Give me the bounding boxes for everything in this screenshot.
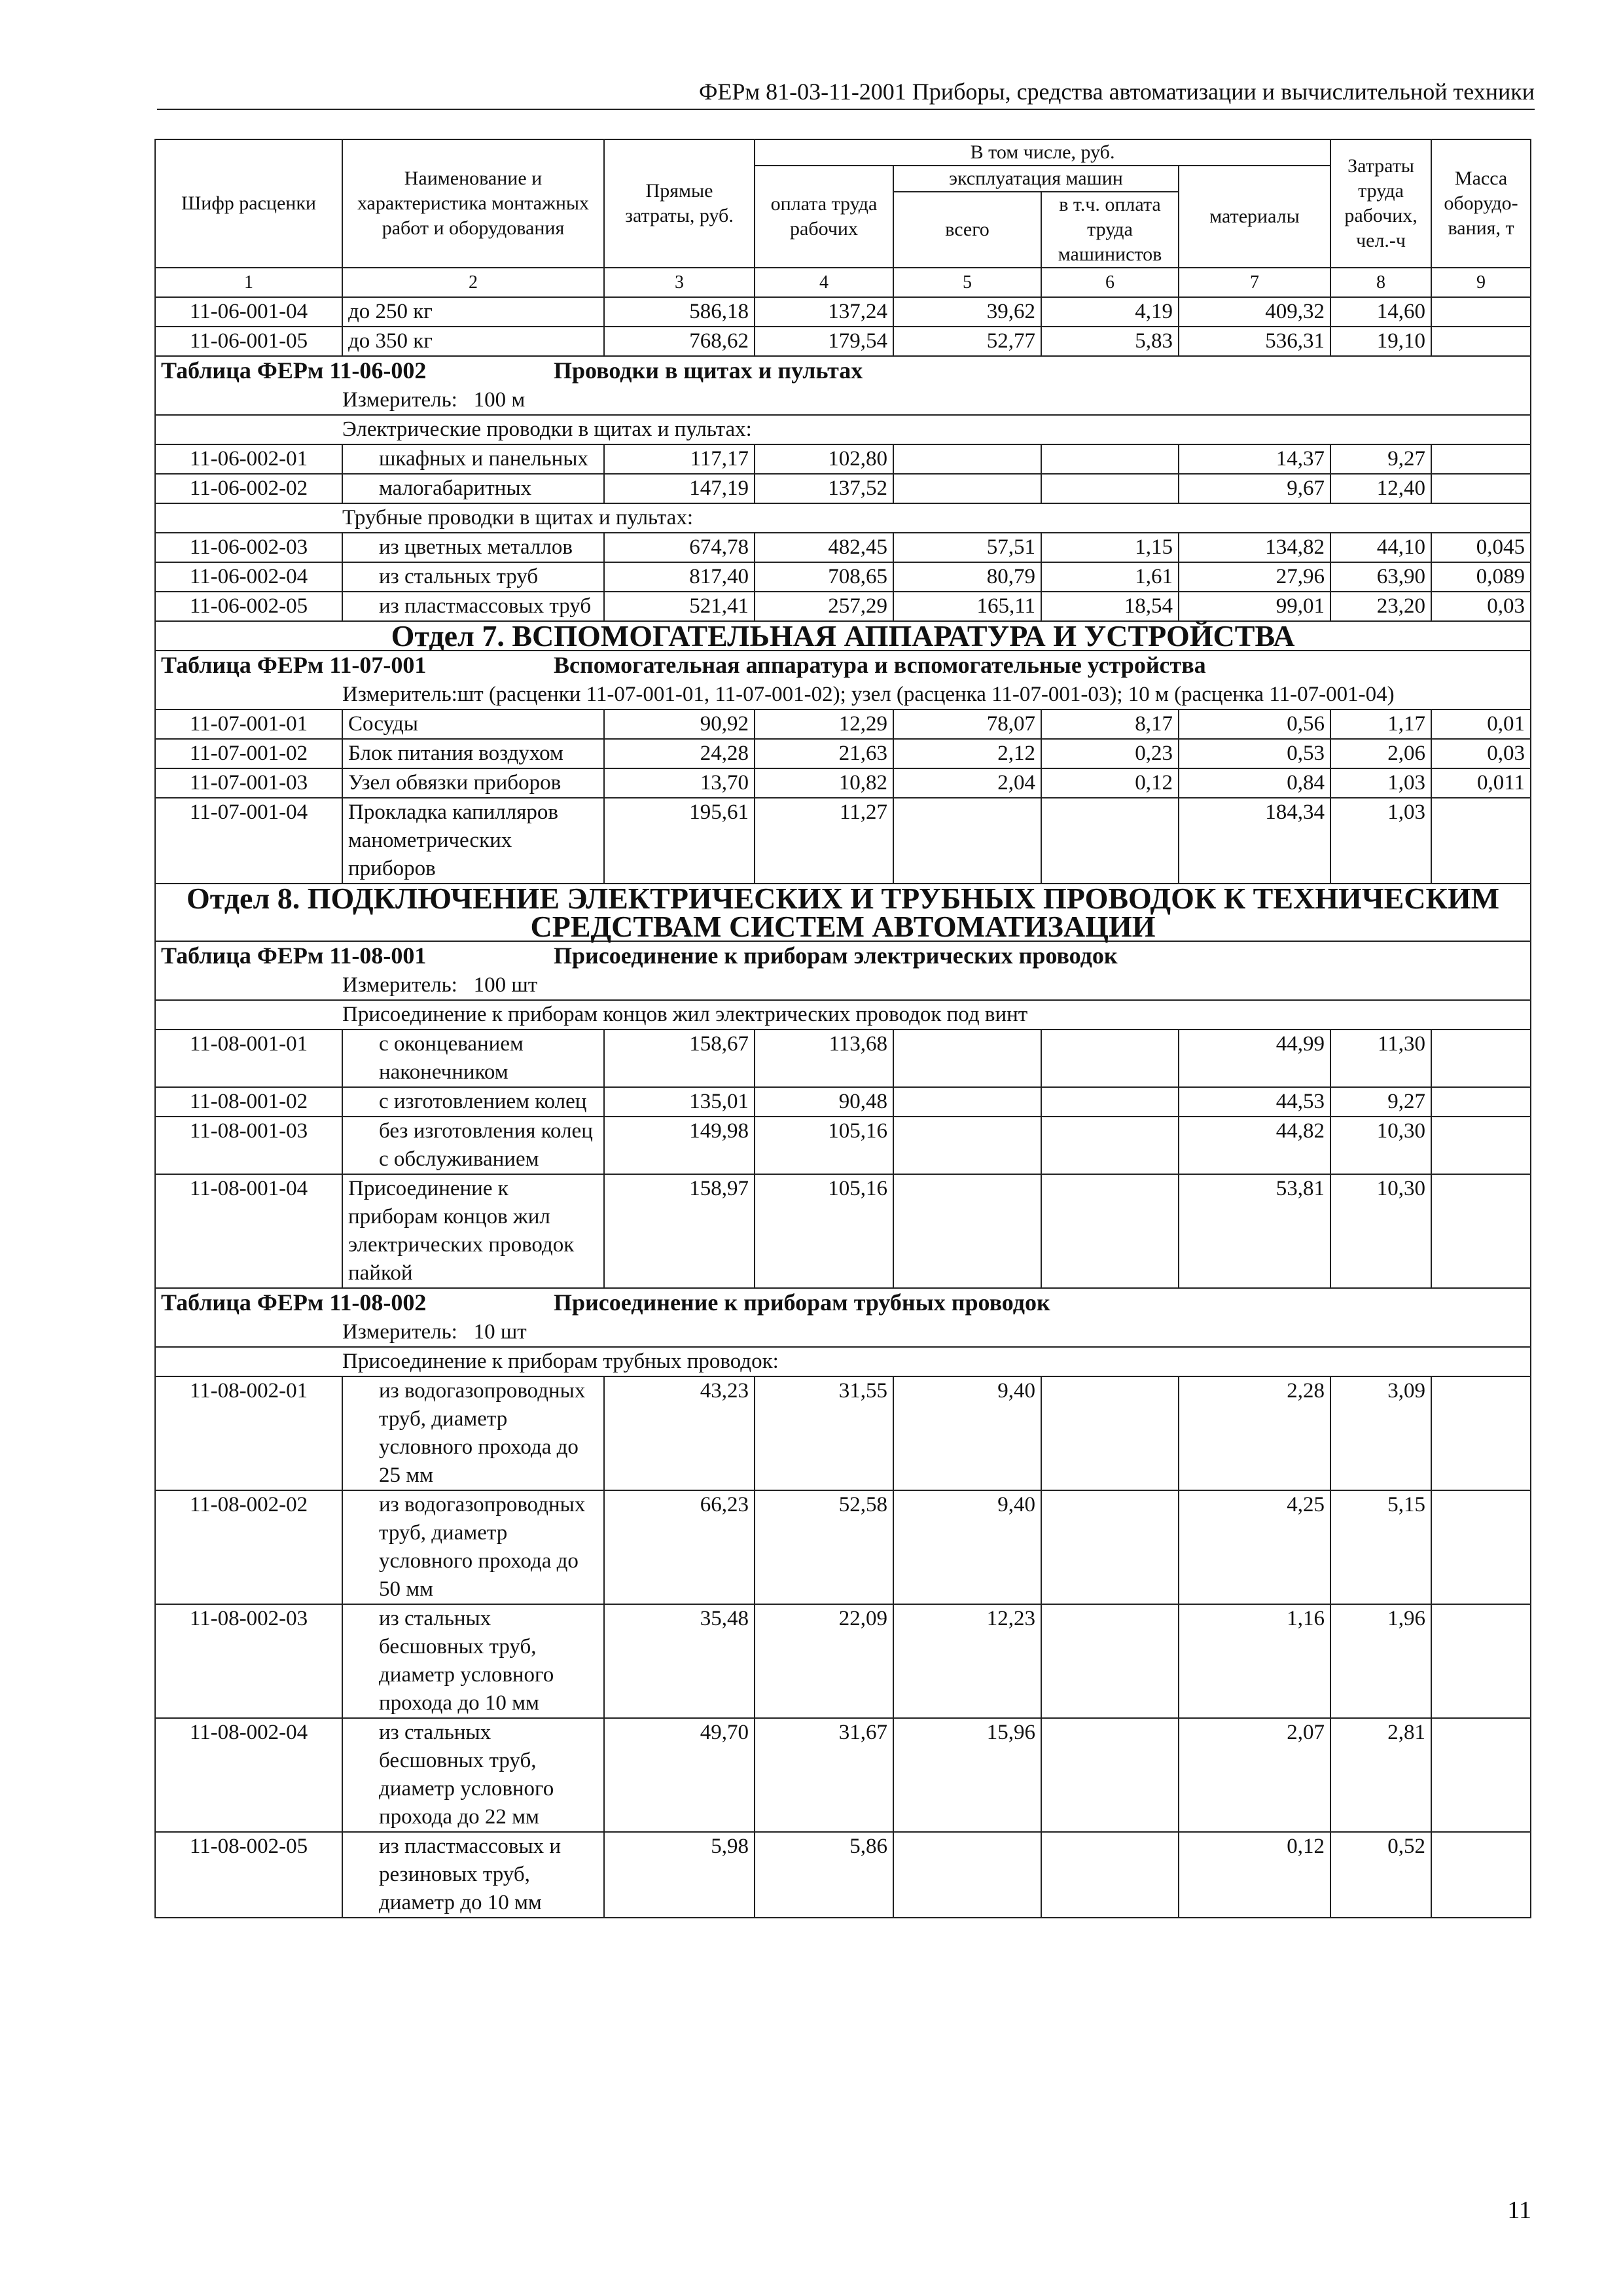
machine-operator-pay — [1041, 1490, 1179, 1604]
equipment-mass — [1431, 444, 1531, 474]
table-row — [155, 327, 1531, 356]
rate-code: 11-06-002-04 — [155, 562, 342, 592]
machine-operator-pay — [1041, 1832, 1179, 1918]
direct-cost: 586,18 — [604, 297, 755, 327]
materials-cost: 2,07 — [1179, 1718, 1330, 1832]
col-name-header: Наименование и характеристика монтажных работ и оборудования — [342, 139, 604, 268]
equipment-mass — [1431, 1604, 1531, 1718]
labor-hours: 19,10 — [1330, 327, 1431, 356]
table-row — [155, 1030, 1531, 1087]
direct-cost: 135,01 — [604, 1087, 755, 1117]
labor-hours: 10,30 — [1330, 1117, 1431, 1174]
table-row — [155, 1376, 1531, 1490]
measure-label: Измеритель: — [342, 973, 457, 997]
rates-table — [154, 139, 1531, 1918]
column-number: 6 — [1041, 268, 1179, 297]
machine-cost — [893, 1832, 1041, 1918]
equipment-mass: 0,045 — [1431, 533, 1531, 562]
labor-hours: 9,27 — [1330, 1087, 1431, 1117]
work-name: Блок питания воздухом — [342, 739, 604, 768]
table-row — [155, 562, 1531, 592]
rate-code: 11-07-001-02 — [155, 739, 342, 768]
machine-cost: 12,23 — [893, 1604, 1041, 1718]
column-number: 9 — [1431, 268, 1531, 297]
direct-cost: 521,41 — [604, 592, 755, 621]
table-title: Вспомогательная аппаратура и вспомогательные устройства — [554, 652, 1206, 678]
direct-cost: 149,98 — [604, 1117, 755, 1174]
labor-pay: 113,68 — [755, 1030, 893, 1087]
equipment-mass: 0,03 — [1431, 592, 1531, 621]
table-row — [155, 709, 1531, 739]
materials-cost: 1,16 — [1179, 1604, 1330, 1718]
materials-cost: 44,82 — [1179, 1117, 1330, 1174]
rows-group-11-08-002 — [155, 1376, 1531, 1918]
work-name: с изготовлением колец — [342, 1087, 604, 1117]
table-row — [155, 1490, 1531, 1604]
direct-cost: 66,23 — [604, 1490, 755, 1604]
rate-code: 11-08-002-03 — [155, 1604, 342, 1718]
direct-cost: 817,40 — [604, 562, 755, 592]
equipment-mass — [1431, 798, 1531, 884]
materials-cost: 99,01 — [1179, 592, 1330, 621]
machine-operator-pay — [1041, 1087, 1179, 1117]
labor-hours: 12,40 — [1330, 474, 1431, 503]
col-machines-header: эксплуатация машин — [893, 166, 1179, 192]
labor-pay: 137,52 — [755, 474, 893, 503]
table-row — [155, 592, 1531, 621]
machine-operator-pay — [1041, 1604, 1179, 1718]
machine-cost — [893, 1087, 1041, 1117]
measure-label: Измеритель: — [342, 683, 457, 706]
equipment-mass: 0,089 — [1431, 562, 1531, 592]
equipment-mass — [1431, 1087, 1531, 1117]
machine-cost: 15,96 — [893, 1718, 1041, 1832]
machine-operator-pay: 8,17 — [1041, 709, 1179, 739]
direct-cost: 768,62 — [604, 327, 755, 356]
labor-pay: 102,80 — [755, 444, 893, 474]
table-title-row — [155, 941, 1531, 971]
machine-cost: 9,40 — [893, 1490, 1041, 1604]
rate-code: 11-06-002-03 — [155, 533, 342, 562]
machine-cost: 9,40 — [893, 1376, 1041, 1490]
measure-row — [155, 971, 1531, 1000]
equipment-mass — [1431, 1174, 1531, 1288]
col-including-header: В том числе, руб. — [755, 139, 1330, 166]
materials-cost: 9,67 — [1179, 474, 1330, 503]
column-number: 3 — [604, 268, 755, 297]
materials-cost: 53,81 — [1179, 1174, 1330, 1288]
rows-group-11-06-002-pipe — [155, 533, 1531, 621]
machine-operator-pay: 0,12 — [1041, 768, 1179, 798]
row-11-08-001-04-group — [155, 1174, 1531, 1288]
labor-hours: 10,30 — [1330, 1174, 1431, 1288]
machine-operator-pay — [1041, 444, 1179, 474]
table-11-08-002-head — [155, 1288, 1531, 1376]
section-title: Отдел 7. ВСПОМОГАТЕЛЬНАЯ АППАРАТУРА И УСТРОЙСТВА — [155, 621, 1531, 651]
direct-cost: 147,19 — [604, 474, 755, 503]
labor-pay: 52,58 — [755, 1490, 893, 1604]
machine-cost: 2,12 — [893, 739, 1041, 768]
work-name: из цветных металлов — [342, 533, 604, 562]
page-number: 11 — [1507, 2197, 1531, 2224]
machine-cost — [893, 1030, 1041, 1087]
materials-cost: 134,82 — [1179, 533, 1330, 562]
equipment-mass — [1431, 1117, 1531, 1174]
machine-cost: 165,11 — [893, 592, 1041, 621]
labor-hours: 11,30 — [1330, 1030, 1431, 1087]
equipment-mass — [1431, 297, 1531, 327]
labor-pay: 31,55 — [755, 1376, 893, 1490]
rate-code: 11-06-002-01 — [155, 444, 342, 474]
machine-cost: 2,04 — [893, 768, 1041, 798]
rate-code: 11-08-002-05 — [155, 1832, 342, 1918]
rows-group-11-06-001 — [155, 297, 1531, 356]
labor-hours: 14,60 — [1330, 297, 1431, 327]
rate-code: 11-08-002-02 — [155, 1490, 342, 1604]
machine-operator-pay: 18,54 — [1041, 592, 1179, 621]
table-row — [155, 1718, 1531, 1832]
measure-row — [155, 681, 1531, 709]
labor-hours: 44,10 — [1330, 533, 1431, 562]
materials-cost: 0,12 — [1179, 1832, 1330, 1918]
work-name: из водогазопроводных труб, диаметр условного прохода до 50 мм — [342, 1490, 604, 1604]
labor-hours: 1,17 — [1330, 709, 1431, 739]
work-name: малогабаритных — [342, 474, 604, 503]
labor-pay: 482,45 — [755, 533, 893, 562]
labor-pay: 22,09 — [755, 1604, 893, 1718]
direct-cost: 35,48 — [604, 1604, 755, 1718]
machine-cost: 57,51 — [893, 533, 1041, 562]
rate-code: 11-06-002-02 — [155, 474, 342, 503]
table-title: Присоединение к приборам электрических проводок — [554, 942, 1118, 969]
labor-pay: 105,16 — [755, 1174, 893, 1288]
table-title: Проводки в щитах и пультах — [554, 357, 863, 384]
work-name: из водогазопроводных труб, диаметр условного прохода до 25 мм — [342, 1376, 604, 1490]
rate-code: 11-08-001-01 — [155, 1030, 342, 1087]
machine-operator-pay — [1041, 1174, 1179, 1288]
machine-operator-pay: 4,19 — [1041, 297, 1179, 327]
direct-cost: 5,98 — [604, 1832, 755, 1918]
work-name: из стальных бесшовных труб, диаметр условного прохода до 10 мм — [342, 1604, 604, 1718]
col-materials-header: материалы — [1179, 166, 1330, 268]
rate-code: 11-08-002-01 — [155, 1376, 342, 1490]
work-name: из пластмассовых труб — [342, 592, 604, 621]
table-title-row — [155, 651, 1531, 681]
table-label: Таблица ФЕРм 11-06-002 — [161, 357, 427, 384]
table-row — [155, 1174, 1531, 1288]
labor-pay: 21,63 — [755, 739, 893, 768]
table-label: Таблица ФЕРм 11-08-001 — [161, 942, 427, 969]
table-row — [155, 533, 1531, 562]
rows-group-11-08-001 — [155, 1030, 1531, 1174]
labor-hours: 23,20 — [1330, 592, 1431, 621]
column-number: 7 — [1179, 268, 1330, 297]
col-code-header: Шифр расценки — [155, 139, 342, 268]
direct-cost: 158,67 — [604, 1030, 755, 1087]
direct-cost: 90,92 — [604, 709, 755, 739]
materials-cost: 14,37 — [1179, 444, 1330, 474]
labor-pay: 105,16 — [755, 1117, 893, 1174]
machine-operator-pay — [1041, 798, 1179, 884]
direct-cost: 49,70 — [604, 1718, 755, 1832]
work-name: с оконцеванием наконечником — [342, 1030, 604, 1087]
equipment-mass — [1431, 474, 1531, 503]
rate-code: 11-06-001-05 — [155, 327, 342, 356]
col-direct-header: Прямые затраты, руб. — [604, 139, 755, 268]
section-7 — [155, 621, 1531, 709]
section-8 — [155, 884, 1531, 1030]
table-title-row — [155, 356, 1531, 386]
measure-row — [155, 1318, 1531, 1347]
labor-pay: 257,29 — [755, 592, 893, 621]
machine-cost — [893, 798, 1041, 884]
labor-pay: 708,65 — [755, 562, 893, 592]
rate-code: 11-08-001-02 — [155, 1087, 342, 1117]
column-number: 4 — [755, 268, 893, 297]
materials-cost: 409,32 — [1179, 297, 1330, 327]
rate-code: 11-06-002-05 — [155, 592, 342, 621]
materials-cost: 4,25 — [1179, 1490, 1330, 1604]
materials-cost: 0,56 — [1179, 709, 1330, 739]
measure-value: 100 м — [473, 388, 526, 412]
table-row — [155, 1604, 1531, 1718]
labor-pay: 11,27 — [755, 798, 893, 884]
labor-pay: 31,67 — [755, 1718, 893, 1832]
header-rule — [157, 109, 1535, 110]
subheading-row — [155, 415, 1531, 444]
table-row — [155, 739, 1531, 768]
table-row — [155, 297, 1531, 327]
work-name: Сосуды — [342, 709, 604, 739]
rate-code: 11-06-001-04 — [155, 297, 342, 327]
table-row — [155, 1087, 1531, 1117]
labor-pay: 5,86 — [755, 1832, 893, 1918]
equipment-mass — [1431, 1490, 1531, 1604]
direct-cost: 195,61 — [604, 798, 755, 884]
materials-cost: 536,31 — [1179, 327, 1330, 356]
machine-cost: 39,62 — [893, 297, 1041, 327]
direct-cost: 43,23 — [604, 1376, 755, 1490]
table-row — [155, 798, 1531, 884]
measure-value: шт (расценки 11-07-001-01, 11-07-001-02); узел (расценка 11-07-001-03); 10 м (расценка 11-07-001-04) — [457, 683, 1395, 706]
machine-cost: 78,07 — [893, 709, 1041, 739]
table-row — [155, 474, 1531, 503]
work-name: из стальных бесшовных труб, диаметр условного прохода до 22 мм — [342, 1718, 604, 1832]
machine-cost — [893, 1174, 1041, 1288]
column-numbers-row — [155, 268, 1531, 297]
work-name: до 250 кг — [342, 297, 604, 327]
labor-hours: 1,96 — [1330, 1604, 1431, 1718]
machine-cost — [893, 474, 1041, 503]
table-11-06-002-head — [155, 356, 1531, 444]
labor-hours: 63,90 — [1330, 562, 1431, 592]
work-name: из пластмассовых и резиновых труб, диаметр до 10 мм — [342, 1832, 604, 1918]
subheading-row — [155, 1347, 1531, 1376]
labor-pay: 12,29 — [755, 709, 893, 739]
col-machines-pay-header: в т.ч. оплата труда машинистов — [1041, 192, 1179, 268]
rows-group-11-06-002-electric — [155, 444, 1531, 503]
rate-code: 11-07-001-03 — [155, 768, 342, 798]
machine-cost: 80,79 — [893, 562, 1041, 592]
machine-operator-pay: 1,61 — [1041, 562, 1179, 592]
table-label: Таблица ФЕРм 11-08-002 — [161, 1289, 427, 1316]
labor-hours: 9,27 — [1330, 444, 1431, 474]
materials-cost: 2,28 — [1179, 1376, 1330, 1490]
column-number: 8 — [1330, 268, 1431, 297]
direct-cost: 13,70 — [604, 768, 755, 798]
rate-code: 11-08-001-04 — [155, 1174, 342, 1288]
machine-operator-pay — [1041, 474, 1179, 503]
subheading: Присоединение к приборам трубных проводок: — [155, 1347, 1531, 1376]
labor-hours: 5,15 — [1330, 1490, 1431, 1604]
table-row — [155, 1832, 1531, 1918]
table-title-row — [155, 1288, 1531, 1318]
measure-label: Измеритель: — [342, 1320, 457, 1344]
header-row-1 — [155, 139, 1531, 166]
rate-code: 11-07-001-04 — [155, 798, 342, 884]
work-name: без изготовления колец с обслуживанием — [342, 1117, 604, 1174]
rows-group-11-07-001 — [155, 709, 1531, 884]
labor-pay: 179,54 — [755, 327, 893, 356]
equipment-mass — [1431, 1030, 1531, 1087]
equipment-mass: 0,011 — [1431, 768, 1531, 798]
labor-hours: 1,03 — [1330, 798, 1431, 884]
equipment-mass — [1431, 327, 1531, 356]
measure-value: 100 шт — [473, 973, 538, 997]
column-number: 5 — [893, 268, 1041, 297]
materials-cost: 184,34 — [1179, 798, 1330, 884]
section-title: Отдел 8. ПОДКЛЮЧЕНИЕ ЭЛЕКТРИЧЕСКИХ И ТРУБНЫХ ПРОВОДОК К ТЕХНИЧЕСКИМ СРЕДСТВАМ СИСТЕМ АВТОМАТИЗАЦИИ — [155, 884, 1531, 941]
col-machines-total-header: всего — [893, 192, 1041, 268]
direct-cost: 24,28 — [604, 739, 755, 768]
direct-cost: 117,17 — [604, 444, 755, 474]
labor-hours: 2,06 — [1330, 739, 1431, 768]
work-name: Узел обвязки приборов — [342, 768, 604, 798]
materials-cost: 44,99 — [1179, 1030, 1330, 1087]
machine-operator-pay — [1041, 1030, 1179, 1087]
machine-operator-pay: 5,83 — [1041, 327, 1179, 356]
direct-cost: 158,97 — [604, 1174, 755, 1288]
section-row — [155, 884, 1531, 941]
materials-cost: 0,84 — [1179, 768, 1330, 798]
section-row — [155, 621, 1531, 651]
rate-code: 11-08-001-03 — [155, 1117, 342, 1174]
measure-label: Измеритель: — [342, 388, 457, 412]
machine-cost — [893, 444, 1041, 474]
materials-cost: 27,96 — [1179, 562, 1330, 592]
materials-cost: 0,53 — [1179, 739, 1330, 768]
work-name: шкафных и панельных — [342, 444, 604, 474]
table-11-06-002-sub2 — [155, 503, 1531, 533]
machine-operator-pay: 0,23 — [1041, 739, 1179, 768]
equipment-mass: 0,03 — [1431, 739, 1531, 768]
subheading-row — [155, 503, 1531, 533]
table-label: Таблица ФЕРм 11-07-001 — [161, 652, 427, 678]
machine-cost — [893, 1117, 1041, 1174]
equipment-mass: 0,01 — [1431, 709, 1531, 739]
table-row — [155, 444, 1531, 474]
machine-cost: 52,77 — [893, 327, 1041, 356]
table-title: Присоединение к приборам трубных проводок — [554, 1289, 1050, 1316]
work-name: из стальных труб — [342, 562, 604, 592]
equipment-mass — [1431, 1832, 1531, 1918]
materials-cost: 44,53 — [1179, 1087, 1330, 1117]
labor-hours: 0,52 — [1330, 1832, 1431, 1918]
work-name: Присоединение к приборам концов жил электрических проводок пайкой — [342, 1174, 604, 1288]
table-row — [155, 768, 1531, 798]
labor-pay: 90,48 — [755, 1087, 893, 1117]
measure-value: 10 шт — [473, 1320, 527, 1344]
rate-code: 11-08-002-04 — [155, 1718, 342, 1832]
labor-hours: 1,03 — [1330, 768, 1431, 798]
measure-row — [155, 386, 1531, 415]
work-name: до 350 кг — [342, 327, 604, 356]
machine-operator-pay — [1041, 1117, 1179, 1174]
equipment-mass — [1431, 1376, 1531, 1490]
labor-hours: 3,09 — [1330, 1376, 1431, 1490]
labor-hours: 2,81 — [1330, 1718, 1431, 1832]
column-number: 2 — [342, 268, 604, 297]
direct-cost: 674,78 — [604, 533, 755, 562]
subheading: Электрические проводки в щитах и пультах: — [155, 415, 1531, 444]
subheading: Трубные проводки в щитах и пультах: — [155, 503, 1531, 533]
subheading-row — [155, 1000, 1531, 1030]
subheading: Присоединение к приборам концов жил электрических проводок под винт — [155, 1000, 1531, 1030]
column-number: 1 — [155, 268, 342, 297]
work-name: Прокладка капилляров манометрических приборов — [342, 798, 604, 884]
machine-operator-pay — [1041, 1376, 1179, 1490]
machine-operator-pay — [1041, 1718, 1179, 1832]
running-header: ФЕРм 81-03-11-2001 Приборы, средства автоматизации и вычислительной техники — [698, 79, 1535, 105]
table-row — [155, 1117, 1531, 1174]
col-hours-header: Затраты труда рабочих, чел.-ч — [1330, 139, 1431, 268]
equipment-mass — [1431, 1718, 1531, 1832]
labor-pay: 10,82 — [755, 768, 893, 798]
labor-pay: 137,24 — [755, 297, 893, 327]
col-labor-header: оплата труда рабочих — [755, 166, 893, 268]
col-mass-header: Масса оборудо-вания, т — [1431, 139, 1531, 268]
machine-operator-pay: 1,15 — [1041, 533, 1179, 562]
rate-code: 11-07-001-01 — [155, 709, 342, 739]
